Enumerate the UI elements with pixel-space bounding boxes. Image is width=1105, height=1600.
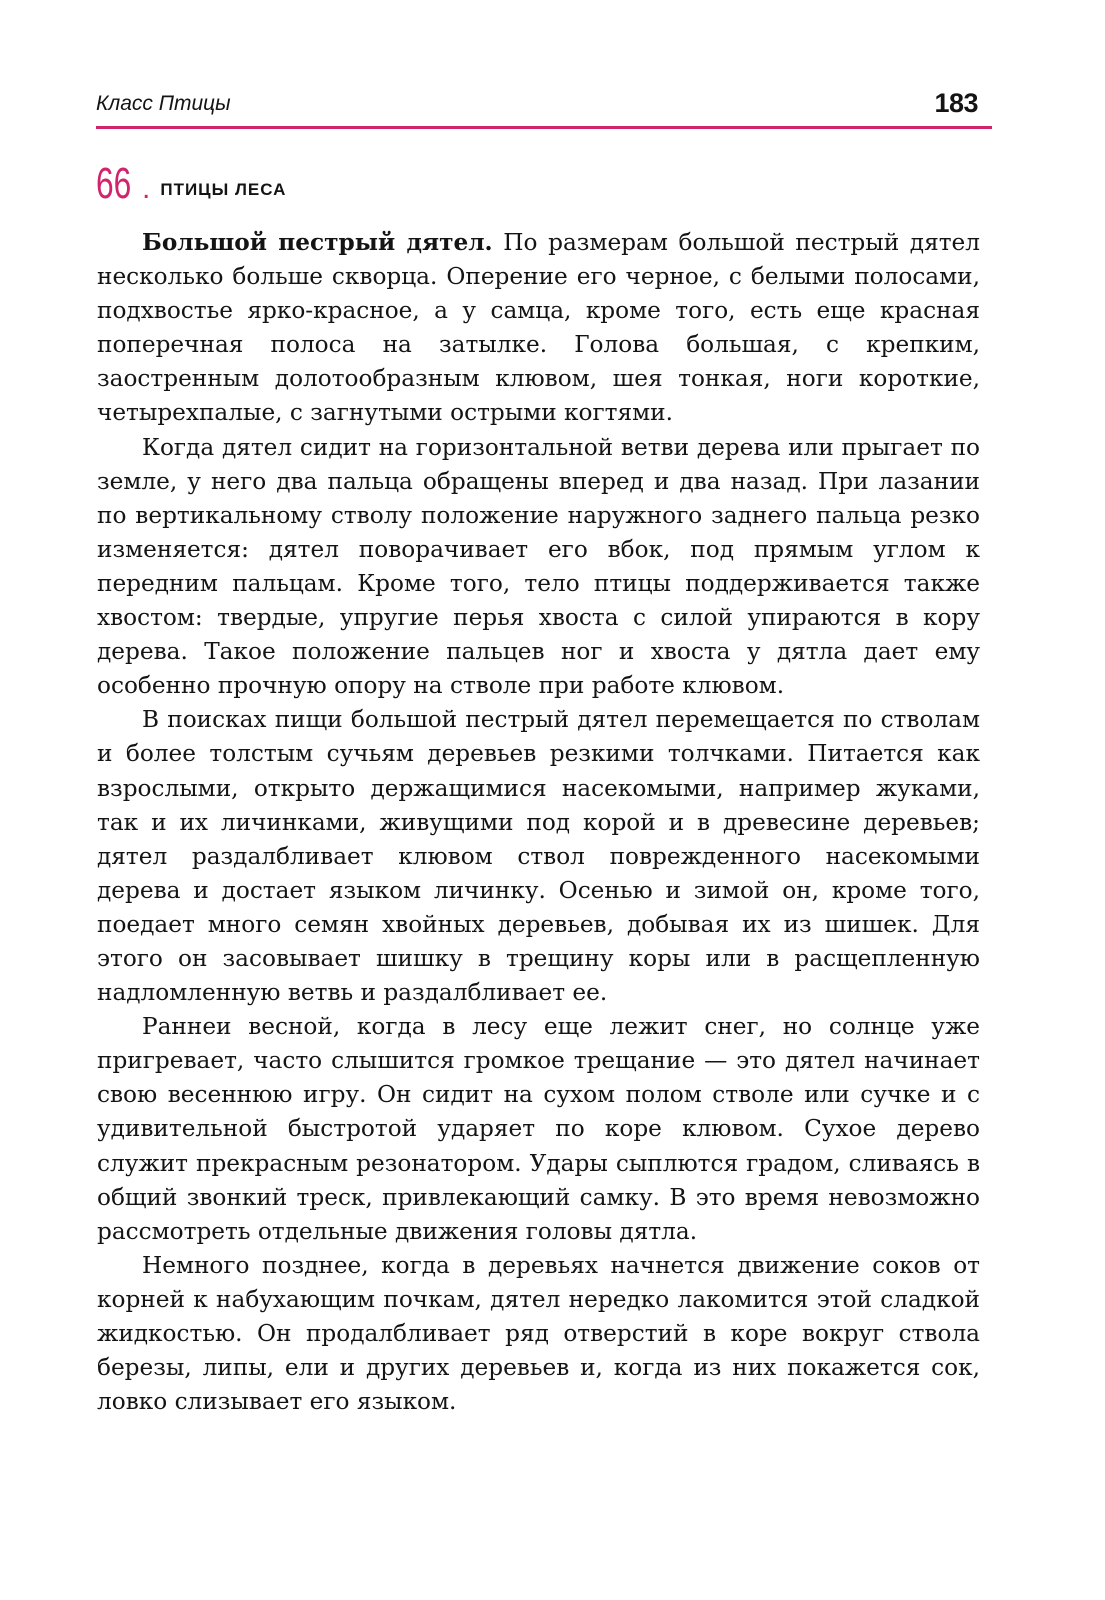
paragraph — [97, 1249, 980, 1419]
chapter-separator: . — [142, 172, 151, 205]
paragraph — [97, 1010, 980, 1249]
paragraph — [97, 431, 980, 704]
page-number: 183 — [934, 88, 978, 118]
paragraph-text: Когда дятел сидит на горизонтальной ветви дерева или прыгает по земле, у него два пальца обращены вперед и два назад. При лазании по вертикальному стволу положение наружного заднего пальца резко изменяется: дятел поворачивает его вбок, под прямым углом к передним пальцам. Кроме того, тело птицы поддерживается также хвостом: твердые, упругие перья хвоста с силой упираются в кору дерева. Такое положение пальцев ног и хвоста у дятла дает ему особенно прочную опору на стволе при работе клювом. — [97, 433, 980, 700]
paragraph-text: По размерам большой пестрый дятел несколько больше скворца. Оперение его черное, с белыми полосами, подхвостье ярко-красное, а у самца, кроме того, есть еще красная поперечная полоса на затылке. Голова большая, с крепким, заостренным долотообразным клювом, шея тонкая, ноги короткие, четырехпалые, с загнутыми острыми когтями. — [97, 229, 980, 427]
header-rule — [96, 126, 992, 129]
section-name: Класс Птицы — [96, 92, 231, 115]
paragraph — [97, 226, 980, 431]
chapter-heading — [96, 156, 286, 206]
paragraph-text: В поисках пищи большой пестрый дятел перемещается по стволам и более толстым сучьям деревьев резкими толчками. Питается как взрослыми, открыто держащимися насекомыми, например жуками, так и их личинками, живущими под корой и в древесине деревьев; дятел раздалбливает клювом ствол поврежденного насекомыми дерева и достает языком личинку. Осенью и зимой он, кроме того, поедает много семян хвойных деревьев, добывая их из шишек. Для этого он засовывает шишку в трещину коры или в расщепленную надломленную ветвь и раздалбливает ее. — [97, 706, 980, 1007]
chapter-number: 66 — [96, 159, 132, 208]
running-header — [96, 88, 992, 124]
paragraph-text: Раннеи весной, когда в лесу еще лежит снег, но солнце уже пригревает, часто слышится громкое трещание — это дятел начинает свою весеннюю игру. Он сидит на сухом полом стволе или сучке и с удивительной быстротой ударяет по коре клювом. Сухое дерево служит прекрасным резонатором. Удары сыплются градом, сливаясь в общий звонкий треск, привлекающий самку. В это время невозможно рассмотреть отдельные движения головы дятла. — [97, 1013, 980, 1245]
body-text — [97, 226, 980, 1419]
paragraph — [97, 703, 980, 1010]
paragraph-lead: Большой пестрый дятел. — [142, 229, 493, 256]
paragraph-text: Немного позднее, когда в деревьях начнется движение соков от корней к набухающим почкам, дятел нередко лакомится этой сладкой жидкостью. Он продалбливает ряд отверстий в коре вокруг ствола березы, липы, ели и других деревьев и, когда из них покажется сок, ловко слизывает его языком. — [97, 1251, 980, 1416]
chapter-title: ПТИЦЫ ЛЕСА — [160, 180, 287, 199]
